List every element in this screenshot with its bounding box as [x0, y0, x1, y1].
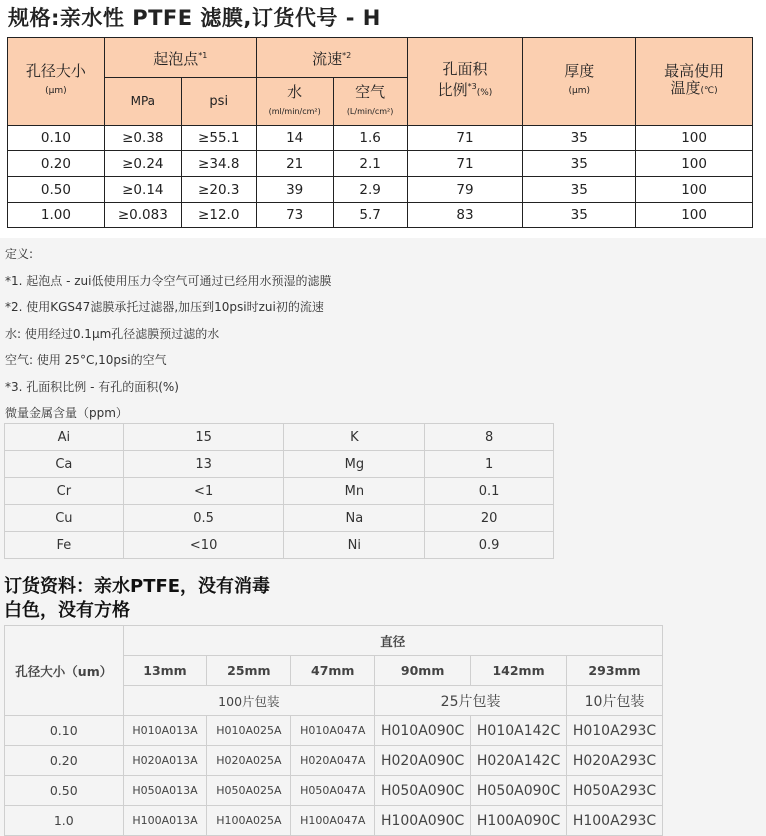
header-diameter: 直径 [123, 626, 662, 656]
order-row [5, 716, 663, 746]
spec-cell: 79 [407, 177, 523, 203]
spec-cell: 21 [256, 151, 333, 177]
metal-cell: 8 [425, 424, 554, 451]
header-area-ratio: 孔面积 比例$^{*3}$(%) [407, 38, 523, 126]
order-row [5, 776, 663, 806]
spec-cell: 73 [256, 203, 333, 228]
metal-table [4, 423, 554, 559]
metal-cell: Ca [5, 451, 124, 478]
order-cell: H010A047A [291, 716, 375, 746]
spec-cell: ≥55.1 [181, 126, 256, 151]
spec-cell: 35 [523, 177, 636, 203]
spec-row [8, 177, 753, 203]
spec-row [8, 126, 753, 151]
spec-cell: 1.00 [8, 203, 105, 228]
order-cell: 0.50 [5, 776, 124, 806]
spec-cell: ≥0.24 [104, 151, 181, 177]
order-cell: H020A025A [207, 746, 291, 776]
header-diameter-25: 25mm [207, 656, 291, 686]
order-cell: H050A293C [567, 776, 663, 806]
order-cell: H020A013A [123, 746, 207, 776]
spec-row [8, 151, 753, 177]
spec-cell: 0.10 [8, 126, 105, 151]
metal-row [5, 424, 554, 451]
header-air: 空气 (L/min/cm²) [333, 78, 407, 126]
order-cell: 1.0 [5, 806, 124, 836]
spec-row [8, 203, 753, 228]
order-cell: H020A293C [567, 746, 663, 776]
order-cell: H100A013A [123, 806, 207, 836]
metal-cell: Mg [284, 451, 425, 478]
spec-section [0, 0, 766, 238]
metal-cell: 20 [425, 505, 554, 532]
order-cell: H010A142C [471, 716, 567, 746]
order-cell: H050A090C [471, 776, 567, 806]
metal-cell: Fe [5, 532, 124, 559]
order-row [5, 746, 663, 776]
order-cell: H010A293C [567, 716, 663, 746]
header-water: 水 (ml/min/cm²) [256, 78, 333, 126]
order-table [4, 625, 663, 836]
order-cell: H020A090C [375, 746, 471, 776]
header-diameter-142: 142mm [471, 656, 567, 686]
metal-cell: Na [284, 505, 425, 532]
header-pore-size: 孔径大小 (μm) [8, 38, 105, 126]
metal-cell: Cr [5, 478, 124, 505]
order-cell: H050A047A [291, 776, 375, 806]
spec-cell: 35 [523, 203, 636, 228]
order-cell: H010A013A [123, 716, 207, 746]
header-pack-10: 10片包装 [567, 686, 663, 716]
spec-cell: 2.9 [333, 177, 407, 203]
order-cell: H050A090C [375, 776, 471, 806]
order-cell: 0.10 [5, 716, 124, 746]
header-diameter-13: 13mm [123, 656, 207, 686]
spec-cell: ≥0.14 [104, 177, 181, 203]
definition-line: 水: 使用经过0.1μm孔径滤膜预过滤的水 [5, 326, 220, 341]
spec-cell: 1.6 [333, 126, 407, 151]
spec-cell: 0.50 [8, 177, 105, 203]
spec-cell: 0.20 [8, 151, 105, 177]
metal-cell: Cu [5, 505, 124, 532]
spec-cell: 2.1 [333, 151, 407, 177]
order-cell: H050A025A [207, 776, 291, 806]
spec-table [7, 37, 753, 228]
metal-row [5, 478, 554, 505]
header-thickness: 厚度 (μm) [523, 38, 636, 126]
metal-cell: 15 [123, 424, 284, 451]
metal-row [5, 532, 554, 559]
order-title-line: 白色，没有方格 [4, 600, 130, 621]
spec-cell: ≥20.3 [181, 177, 256, 203]
order-title [4, 575, 270, 623]
metal-cell: 0.9 [425, 532, 554, 559]
order-cell: H010A090C [375, 716, 471, 746]
order-cell: H010A025A [207, 716, 291, 746]
metal-cell: Mn [284, 478, 425, 505]
header-pack-100: 100片包装 [123, 686, 375, 716]
order-row [5, 806, 663, 836]
order-cell: H100A025A [207, 806, 291, 836]
metal-cell: 13 [123, 451, 284, 478]
order-cell: H020A047A [291, 746, 375, 776]
order-cell: H100A047A [291, 806, 375, 836]
spec-cell: 71 [407, 126, 523, 151]
order-title-line: 订货资料：亲水PTFE，没有消毒 [4, 576, 271, 597]
header-diameter-293: 293mm [567, 656, 663, 686]
order-cell: H020A142C [471, 746, 567, 776]
header-pore-size: 孔径大小（um） [5, 626, 124, 716]
metal-cell: 0.5 [123, 505, 284, 532]
spec-cell: ≥12.0 [181, 203, 256, 228]
header-flow-rate: 流速$^{*2}$ [256, 38, 407, 78]
metal-cell: Ni [284, 532, 425, 559]
spec-cell: ≥34.8 [181, 151, 256, 177]
order-cell: H100A293C [567, 806, 663, 836]
metal-cell: 0.1 [425, 478, 554, 505]
definition-line: *2. 使用KGS47滤膜承托过滤器,加压到10psi时zui初的流速 [5, 300, 324, 314]
definition-line: 定义: [5, 247, 34, 261]
order-cell: H100A090C [375, 806, 471, 836]
spec-cell: 39 [256, 177, 333, 203]
header-pack-25: 25片包装 [375, 686, 567, 716]
metal-row [5, 505, 554, 532]
header-mpa: MPa [104, 78, 181, 126]
spec-cell: 35 [523, 151, 636, 177]
spec-cell: 14 [256, 126, 333, 151]
definition-line: *1. 起泡点 - zui低使用压力令空气可通过已经用水预湿的滤膜 [5, 273, 332, 288]
metal-row [5, 451, 554, 478]
definition-line: 微量金属含量（ppm） [5, 406, 128, 420]
metal-cell: <10 [123, 532, 284, 559]
header-diameter-90: 90mm [375, 656, 471, 686]
spec-cell: 71 [407, 151, 523, 177]
metal-cell: <1 [123, 478, 284, 505]
spec-cell: 100 [636, 151, 753, 177]
header-diameter-47: 47mm [291, 656, 375, 686]
definition-line: 空气: 使用 25°C,10psi的空气 [5, 353, 167, 367]
spec-cell: ≥0.38 [104, 126, 181, 151]
header-max-temp: 最高使用 温度(℃) [636, 38, 753, 126]
spec-cell: 100 [636, 126, 753, 151]
spec-cell: 35 [523, 126, 636, 151]
header-bubble-point: 起泡点$^{*1}$ [104, 38, 256, 78]
definitions [5, 244, 331, 430]
spec-cell: ≥0.083 [104, 203, 181, 228]
metal-cell: K [284, 424, 425, 451]
spec-cell: 100 [636, 177, 753, 203]
order-cell: H050A013A [123, 776, 207, 806]
spec-title: 规格:亲水性 PTFE 滤膜,订货代号 - H [8, 6, 381, 30]
spec-cell: 83 [407, 203, 523, 228]
spec-cell: 5.7 [333, 203, 407, 228]
spec-cell: 100 [636, 203, 753, 228]
metal-cell: 1 [425, 451, 554, 478]
header-psi: psi [181, 78, 256, 126]
order-cell: 0.20 [5, 746, 124, 776]
metal-cell: Ai [5, 424, 124, 451]
definition-line: *3. 孔面积比例 - 有孔的面积(%) [5, 379, 179, 394]
order-cell: H100A090C [471, 806, 567, 836]
